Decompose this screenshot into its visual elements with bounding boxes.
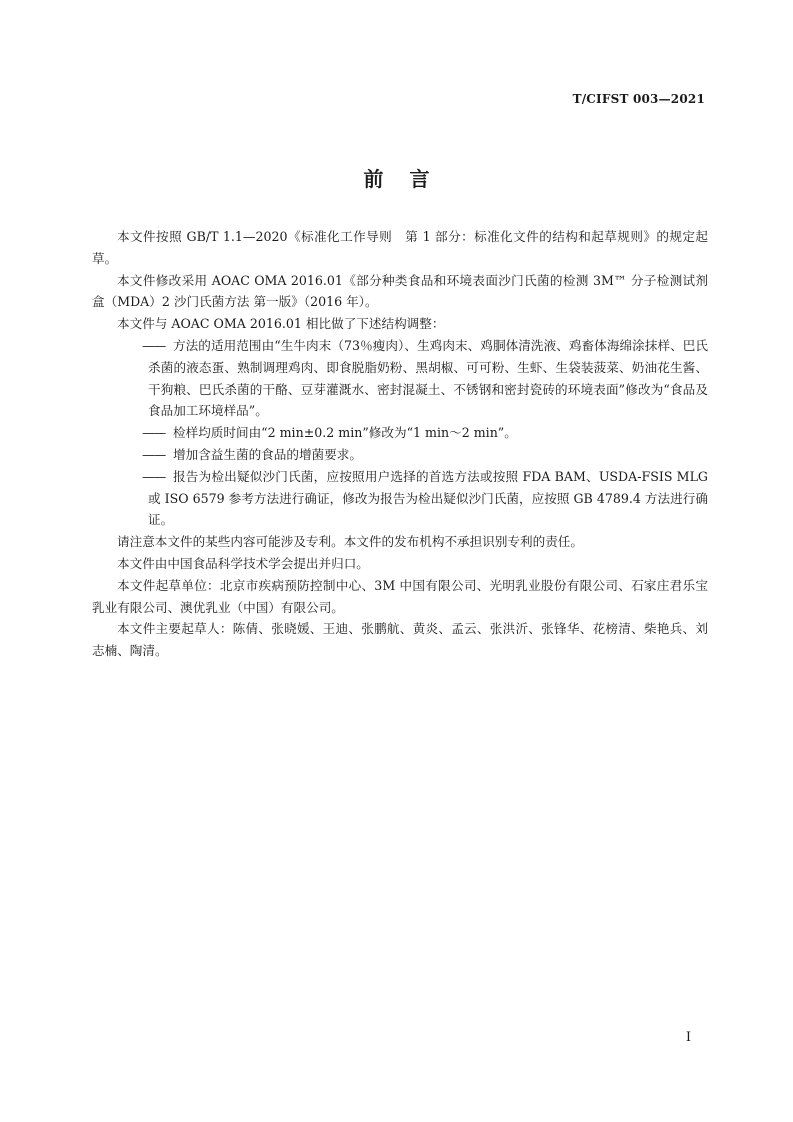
change-item-text: 报告为检出疑似沙门氏菌，应按照用户选择的首选方法或按照 FDA BAM、USDA-FSIS MLG 或 ISO 6579 参考方法进行确证，修改为报告为检出疑似沙门氏菌，应按照 GB 4789.4 方法进行确证。 xyxy=(148,468,708,528)
paragraph-drafters: 本文件主要起草人：陈倩、张晓媛、王迪、张鹏航、黄炎、孟云、张洪沂、张锋华、花榜清、柴艳兵、刘志楠、陶清。 xyxy=(92,621,708,659)
foreword-body xyxy=(92,226,708,662)
dash-marker: —— xyxy=(142,446,166,462)
standard-code: T/CIFST 003—2021 xyxy=(572,92,705,106)
change-item-homogenization xyxy=(92,422,708,444)
change-item-text: 检样均质时间由“2 min±0.2 min”修改为“1 min～2 min”。 xyxy=(173,425,517,441)
change-item-confirmation xyxy=(92,466,708,531)
change-item-probiotics xyxy=(92,444,708,466)
page-number: I xyxy=(685,1030,691,1045)
change-item-text: 方法的适用范围由“生牛肉末（73％瘦肉）、生鸡肉末、鸡胴体清洗液、鸡畜体海绵涂抹样、巴氏杀菌的液态蛋、熟制调理鸡肉、即食脱脂奶粉、黑胡椒、可可粉、生虾、生袋装菠菜、奶油花生酱、干狗粮、巴氏杀菌的干酪、豆芽灌溉水、密封混凝土、不锈钢和密封瓷砖的环境表面”修改为“食品及食品加工环境样品”。 xyxy=(148,337,708,419)
dash-marker: —— xyxy=(142,337,166,353)
dash-marker: —— xyxy=(142,468,166,484)
dash-marker: —— xyxy=(142,425,166,441)
paragraph-structure-changes: 本文件与 AOAC OMA 2016.01 相比做了下述结构调整： xyxy=(117,316,445,332)
paragraph-patent-notice: 请注意本文件的某些内容可能涉及专利。本文件的发布机构不承担识别专利的责任。 xyxy=(117,534,583,550)
paragraph-proposer: 本文件由中国食品科学技术学会提出并归口。 xyxy=(117,555,369,571)
paragraph-adoption: 本文件修改采用 AOAC OMA 2016.01《部分种类食品和环境表面沙门氏菌的检测 3M™ 分子检测试剂盒（MDA）2 沙门氏菌方法 第一版》（2016 年）。 xyxy=(92,272,708,310)
paragraph-drafting-rules: 本文件按照 GB/T 1.1—2020《标准化工作导则 第 1 部分：标准化文件的结构和起草规则》的规定起草。 xyxy=(92,229,708,266)
change-item-text: 增加含益生菌的食品的增菌要求。 xyxy=(173,446,362,462)
paragraph-drafting-units: 本文件起草单位：北京市疾病预防控制中心、3M 中国有限公司、光明乳业股份有限公司、石家庄君乐宝乳业有限公司、澳优乳业（中国）有限公司。 xyxy=(92,577,708,615)
page-title: 前言 xyxy=(363,167,456,191)
change-item-scope xyxy=(92,335,708,422)
